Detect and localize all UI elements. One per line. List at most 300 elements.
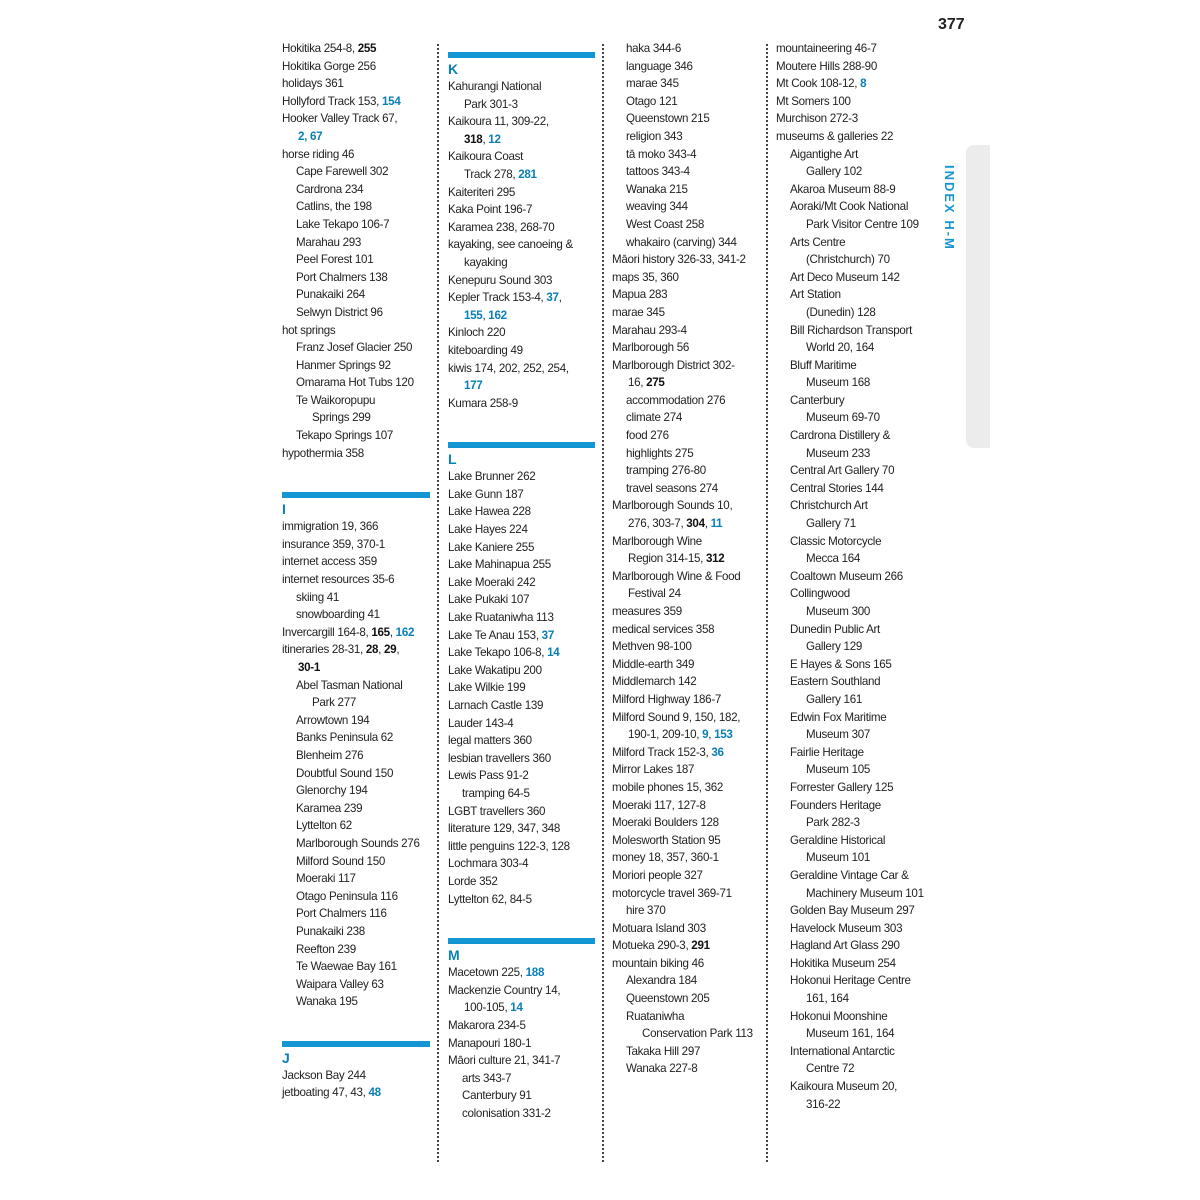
column-divider [437, 44, 439, 1162]
entry-text: Hokitika 254-8, [282, 42, 358, 55]
entry-text: Region 314-15, [628, 552, 707, 566]
entry-text: hot springs [282, 323, 336, 337]
entry-text: Makarora 234-5 [448, 1018, 526, 1032]
entry-text: Hokitika Gorge 256 [282, 59, 376, 73]
index-entry [282, 624, 430, 642]
index-subentry [776, 902, 928, 920]
entry-text: , [396, 643, 400, 657]
entry-text: E Hayes & Sons 165 [790, 657, 892, 671]
index-entry [612, 797, 762, 815]
index-subentry [776, 146, 928, 181]
entry-text: Fairlie Heritage [790, 745, 864, 759]
entry-text: Lake Tekapo 106-7 [296, 217, 390, 231]
entry-text: , [704, 517, 711, 531]
entry-text: Port Chalmers 138 [296, 270, 388, 284]
page-reference: 8 [860, 77, 867, 91]
entry-continuation [790, 691, 928, 709]
entry-text: Takaka Hill 297 [626, 1044, 701, 1058]
entry-text: holidays 361 [282, 77, 344, 91]
page-reference: 29 [384, 643, 397, 657]
entry-text: skiing 41 [296, 590, 340, 604]
index-subentry [282, 765, 430, 783]
section-letter: L [448, 451, 457, 468]
index-subentry [612, 146, 762, 164]
index-entry [448, 486, 595, 504]
entry-continuation [626, 1025, 762, 1043]
index-subentry [776, 322, 928, 357]
index-subentry [776, 709, 928, 744]
index-subentry [776, 832, 928, 867]
entry-text: kiteboarding 49 [448, 343, 523, 357]
entry-text: Lyttelton 62, 84-5 [448, 892, 532, 906]
index-entry [612, 286, 762, 304]
entry-text: Marahau 293 [296, 235, 362, 249]
entry-text: whakairo (carving) 344 [626, 235, 737, 249]
entry-text: LGBT travellers 360 [448, 804, 546, 818]
index-subentry [776, 920, 928, 938]
entry-text: medical services 358 [612, 622, 715, 636]
entry-text: Abel Tasman National [296, 678, 403, 692]
entry-continuation [612, 585, 762, 603]
entry-text: haka 344-6 [626, 42, 682, 55]
index-subentry [612, 234, 762, 252]
index-entry [448, 1035, 595, 1053]
index-entry [448, 838, 595, 856]
index-subentry [282, 958, 430, 976]
page-reference: 2, 67 [298, 129, 323, 143]
index-subentry [776, 427, 928, 462]
page-reference: 177 [464, 379, 483, 393]
entry-text: Wanaka 227-8 [626, 1062, 698, 1076]
entry-text: Māori history 326-33, 341-2 [612, 253, 746, 267]
entry-text: Māori culture 21, 341-7 [448, 1054, 561, 1068]
index-subentry [612, 58, 762, 76]
entry-text: Moeraki 117, 127-8 [612, 798, 706, 812]
entry-text: Gallery 161 [806, 692, 862, 706]
index-entry [448, 1052, 595, 1070]
index-column-2 [448, 40, 595, 1122]
entry-text: Punakaiki 264 [296, 288, 365, 302]
entry-text: Lake Brunner 262 [448, 470, 536, 484]
index-subentry [282, 427, 430, 445]
entry-text: Lake Tekapo 106-8, [448, 646, 548, 660]
index-subentry [282, 163, 430, 181]
index-subentry [448, 1105, 595, 1123]
entry-text: legal matters 360 [448, 734, 532, 748]
entry-text: hypothermia 358 [282, 446, 364, 460]
index-entry [612, 867, 762, 885]
entry-text: climate 274 [626, 411, 682, 425]
index-entry [776, 128, 928, 146]
entry-text: Central Art Gallery 70 [790, 464, 895, 478]
index-subentry [448, 785, 595, 803]
entry-text: Arrowtown 194 [296, 713, 370, 727]
entry-text: Doubtful Sound 150 [296, 766, 394, 780]
entry-text: Moutere Hills 288-90 [776, 59, 877, 73]
entry-text: Cape Farewell 302 [296, 165, 389, 179]
index-subentry [776, 198, 928, 233]
entry-text: Catlins, the 198 [296, 200, 372, 214]
entry-continuation [790, 1025, 928, 1043]
entry-text: Collingwood [790, 587, 850, 601]
index-entry [612, 621, 762, 639]
section-bar [448, 52, 595, 58]
entry-text: Middle-earth 349 [612, 657, 695, 671]
index-entry [448, 767, 595, 785]
index-subentry [282, 374, 430, 392]
index-entry [776, 110, 928, 128]
index-subentry [776, 392, 928, 427]
index-subentry [612, 110, 762, 128]
entry-text: Lake Mahinapua 255 [448, 558, 551, 572]
entry-text: Lake Wilkie 199 [448, 681, 526, 695]
entry-text: Museum 69-70 [806, 411, 880, 425]
entry-text: Hollyford Track 153, [282, 94, 383, 108]
index-subentry [776, 744, 928, 779]
entry-text: (Christchurch) 70 [806, 253, 890, 267]
entry-continuation [448, 307, 595, 325]
index-entry [448, 521, 595, 539]
entry-text: Founders Heritage [790, 798, 881, 812]
entry-text: marae 345 [626, 77, 679, 91]
index-entry [612, 339, 762, 357]
index-entry [612, 603, 762, 621]
index-entry [612, 322, 762, 340]
index-subentry [612, 445, 762, 463]
entry-text: Museum 161, 164 [806, 1027, 895, 1041]
entry-text: Marlborough Wine & Food [612, 569, 741, 583]
entry-text: Invercargill 164-8, [282, 625, 372, 639]
section-letter: J [282, 1049, 290, 1066]
entry-continuation [790, 814, 928, 832]
entry-continuation [612, 726, 762, 744]
entry-text: itineraries 28-31, [282, 643, 366, 657]
index-entry [448, 574, 595, 592]
index-entry [612, 304, 762, 322]
index-column-4 [776, 40, 928, 1113]
entry-text: Mt Cook 108-12, [776, 77, 861, 91]
entry-continuation [790, 251, 928, 269]
entry-text: tramping 64-5 [462, 786, 530, 800]
entry-text: Karamea 239 [296, 801, 363, 815]
index-section [282, 484, 430, 1011]
index-subentry [776, 533, 928, 568]
entry-text: Kaiteriteri 295 [448, 185, 516, 199]
index-subentry [612, 75, 762, 93]
entry-continuation [296, 409, 430, 427]
entry-text: Festival 24 [628, 587, 681, 601]
index-entry [448, 184, 595, 202]
page-reference: 14 [510, 1001, 523, 1015]
index-entry [282, 93, 430, 111]
entry-text: Track 278, [464, 167, 519, 181]
page-reference: 37 [541, 628, 554, 642]
entry-text: little penguins 122-3, 128 [448, 839, 570, 853]
index-section [282, 1033, 430, 1102]
entry-text: colonisation 331-2 [462, 1106, 551, 1120]
index-subentry [282, 251, 430, 269]
entry-text: internet resources 35-6 [282, 573, 395, 587]
entry-text: tā moko 343-4 [626, 147, 697, 161]
index-subentry [282, 198, 430, 216]
entry-text: Marlborough Sounds 10, [612, 499, 733, 513]
index-entry [612, 937, 762, 955]
page-reference: 37 [546, 291, 559, 305]
index-entry [282, 553, 430, 571]
entry-text: Bluff Maritime [790, 358, 857, 372]
entry-text: Moriori people 327 [612, 868, 703, 882]
entry-text: Blenheim 276 [296, 748, 364, 762]
entry-text: Manapouri 180-1 [448, 1036, 532, 1050]
entry-text: Kaikoura Museum 20, [790, 1080, 898, 1094]
index-entry [282, 58, 430, 76]
entry-text: Selwyn District 96 [296, 305, 383, 319]
entry-continuation [790, 885, 928, 903]
entry-text: Milford Highway 186-7 [612, 692, 722, 706]
index-column-1 [282, 40, 430, 1102]
entry-text: Akaroa Museum 88-9 [790, 182, 896, 196]
section-letter: I [282, 501, 286, 518]
index-subentry [282, 712, 430, 730]
entry-continuation [296, 694, 430, 712]
entry-text: Museum 105 [806, 763, 871, 777]
page-reference: 48 [368, 1086, 381, 1100]
index-subentry [448, 1070, 595, 1088]
index-entry [282, 75, 430, 93]
entry-text: Hagland Art Glass 290 [790, 939, 900, 953]
index-subentry [776, 797, 928, 832]
index-entry [448, 78, 595, 113]
index-subentry [612, 163, 762, 181]
entry-text: Otago Peninsula 116 [296, 889, 398, 903]
entry-text: Forrester Gallery 125 [790, 780, 894, 794]
entry-text: 100-105, [464, 1001, 511, 1015]
entry-text: Alexandra 184 [626, 974, 697, 988]
page-reference: 162 [488, 308, 507, 322]
index-subentry [776, 497, 928, 532]
entry-text: Hokonui Heritage Centre [790, 974, 911, 988]
entry-text: immigration 19, 366 [282, 520, 379, 534]
index-entry [776, 40, 928, 58]
index-subentry [612, 40, 762, 58]
entry-text: Marlborough 56 [612, 341, 690, 355]
index-subentry [282, 888, 430, 906]
index-entry [612, 269, 762, 287]
entry-text: Marlborough Wine [612, 534, 702, 548]
index-subentry [612, 1043, 762, 1061]
entry-text: Motuara Island 303 [612, 921, 706, 935]
entry-text: travel seasons 274 [626, 481, 718, 495]
page-reference: 11 [710, 517, 723, 531]
entry-text: kiwis 174, 202, 252, 254, [448, 361, 569, 375]
entry-text: Ruataniwha [626, 1009, 685, 1023]
index-subentry [612, 427, 762, 445]
page-reference: 9 [702, 728, 709, 742]
entry-text: 276, 303-7, [628, 517, 687, 531]
entry-text: Lyttelton 62 [296, 819, 352, 833]
index-subentry [282, 216, 430, 234]
index-subentry [612, 1060, 762, 1078]
index-entry [612, 832, 762, 850]
index-subentry [776, 972, 928, 1007]
index-tab-label: INDEX H-M [942, 165, 957, 251]
entry-text: Park 282-3 [806, 816, 860, 830]
index-subentry [282, 339, 430, 357]
index-entry [448, 201, 595, 219]
entry-text: Kaka Point 196-7 [448, 203, 533, 217]
index-entry [448, 113, 595, 148]
entry-text: Park 277 [312, 696, 357, 710]
entry-text: Havelock Museum 303 [790, 921, 903, 935]
entry-text: jetboating 47, 43, [282, 1086, 369, 1100]
index-section [448, 434, 595, 908]
page-reference: 165 [371, 625, 390, 639]
index-section [448, 44, 595, 412]
entry-continuation [448, 166, 595, 184]
entry-text: Lorde 352 [448, 874, 498, 888]
index-entry [282, 110, 430, 145]
entry-text: Reefton 239 [296, 942, 356, 956]
index-entry [448, 395, 595, 413]
entry-text: Milford Track 152-3, [612, 745, 712, 759]
entry-text: Kaikoura 11, 309-22, [448, 115, 549, 129]
index-entry [612, 673, 762, 691]
index-entry [282, 536, 430, 554]
index-entry [448, 148, 595, 183]
entry-text: , [558, 291, 562, 305]
entry-text: , [389, 625, 396, 639]
entry-continuation [790, 304, 928, 322]
index-entry [448, 679, 595, 697]
index-subentry [612, 128, 762, 146]
entry-text: Museum 168 [806, 376, 871, 390]
entry-text: Lake Moeraki 242 [448, 575, 536, 589]
entry-text: Aigantighe Art [790, 147, 858, 161]
page-reference: 162 [395, 625, 415, 639]
entry-continuation [448, 377, 595, 395]
page-reference: 291 [691, 939, 710, 953]
entry-text: Glenorchy 194 [296, 784, 368, 798]
index-entry [448, 873, 595, 891]
index-entry [448, 236, 595, 271]
section-letter: M [448, 947, 460, 964]
entry-text: Gallery 71 [806, 517, 856, 531]
entry-text: Museum 233 [806, 446, 871, 460]
index-column-3 [612, 40, 762, 1078]
index-entry [448, 539, 595, 557]
index-entry [612, 849, 762, 867]
entry-text: Park Visitor Centre 109 [806, 217, 919, 231]
entry-text: highlights 275 [626, 446, 694, 460]
entry-continuation [448, 96, 595, 114]
entry-text: Murchison 272-3 [776, 112, 858, 126]
page-reference: 281 [518, 167, 537, 181]
entry-text: , [482, 308, 489, 322]
entry-text: , [378, 643, 385, 657]
entry-text: Peel Forest 101 [296, 253, 374, 267]
index-subentry [282, 181, 430, 199]
entry-continuation [282, 128, 430, 146]
entry-text: Museum 300 [806, 605, 871, 618]
index-entry [448, 697, 595, 715]
entry-text: internet access 359 [282, 555, 377, 569]
page-reference: 188 [525, 966, 545, 980]
entry-text: World 20, 164 [806, 341, 875, 355]
index-entry [448, 715, 595, 733]
entry-text: Arts Centre [790, 235, 846, 249]
index-subentry [282, 747, 430, 765]
entry-text: 161, 164 [806, 992, 849, 1006]
index-subentry [776, 585, 928, 620]
entry-text: Springs 299 [312, 411, 371, 425]
entry-text: Lake Pukaki 107 [448, 593, 530, 607]
entry-text: Centre 72 [806, 1062, 855, 1076]
entry-text: Kumara 258-9 [448, 396, 518, 410]
index-entry [448, 891, 595, 909]
index-entry [282, 322, 430, 340]
index-subentry [776, 462, 928, 480]
index-subentry [776, 286, 928, 321]
entry-continuation [790, 761, 928, 779]
entry-text: maps 35, 360 [612, 270, 679, 284]
index-entry [612, 568, 762, 603]
entry-text: Molesworth Station 95 [612, 833, 721, 847]
entry-text: Lauder 143-4 [448, 716, 514, 730]
entry-text: Marlborough Sounds 276 [296, 836, 420, 850]
section-bar [282, 1041, 430, 1047]
entry-text: Machinery Museum 101 [806, 886, 924, 900]
entry-text: kayaking, see canoeing & [448, 238, 573, 252]
page-reference: 155 [464, 308, 483, 322]
entry-text: Lake Hayes 224 [448, 523, 528, 537]
entry-text: Lake Kaniere 255 [448, 540, 535, 554]
entry-text: marae 345 [612, 305, 665, 319]
index-subentry [776, 269, 928, 287]
entry-text: Art Deco Museum 142 [790, 270, 900, 284]
index-entry [448, 289, 595, 324]
entry-continuation [612, 515, 762, 533]
section-bar [448, 442, 595, 448]
index-entry [448, 803, 595, 821]
index-entry [612, 709, 762, 744]
entry-text: snowboarding 41 [296, 608, 380, 622]
entry-text: Milford Sound 150 [296, 854, 385, 868]
index-entry [612, 779, 762, 797]
entry-continuation [790, 638, 928, 656]
entry-text: Aoraki/Mt Cook National [790, 200, 909, 214]
entry-text: Lake Te Anau 153, [448, 628, 542, 642]
entry-text: Larnach Castle 139 [448, 699, 544, 712]
index-entry [282, 40, 430, 58]
entry-text: Dunedin Public Art [790, 622, 880, 636]
entry-text: Cardrona 234 [296, 182, 364, 196]
index-subentry [776, 1008, 928, 1043]
page-reference: 275 [646, 376, 665, 390]
entry-text: Franz Josef Glacier 250 [296, 341, 413, 355]
entry-continuation [790, 550, 928, 568]
entry-text: literature 129, 347, 348 [448, 822, 561, 836]
column-divider [602, 44, 604, 1162]
index-entry [776, 75, 928, 93]
entry-text: Lake Hawea 228 [448, 505, 531, 519]
index-entry [612, 357, 762, 392]
index-subentry [282, 905, 430, 923]
entry-text: Art Station [790, 288, 841, 302]
entry-text: Milford Sound 9, 150, 182, [612, 710, 741, 724]
page-number: 377 [938, 16, 965, 33]
index-subentry [776, 1078, 928, 1113]
index-subentry [612, 972, 762, 990]
